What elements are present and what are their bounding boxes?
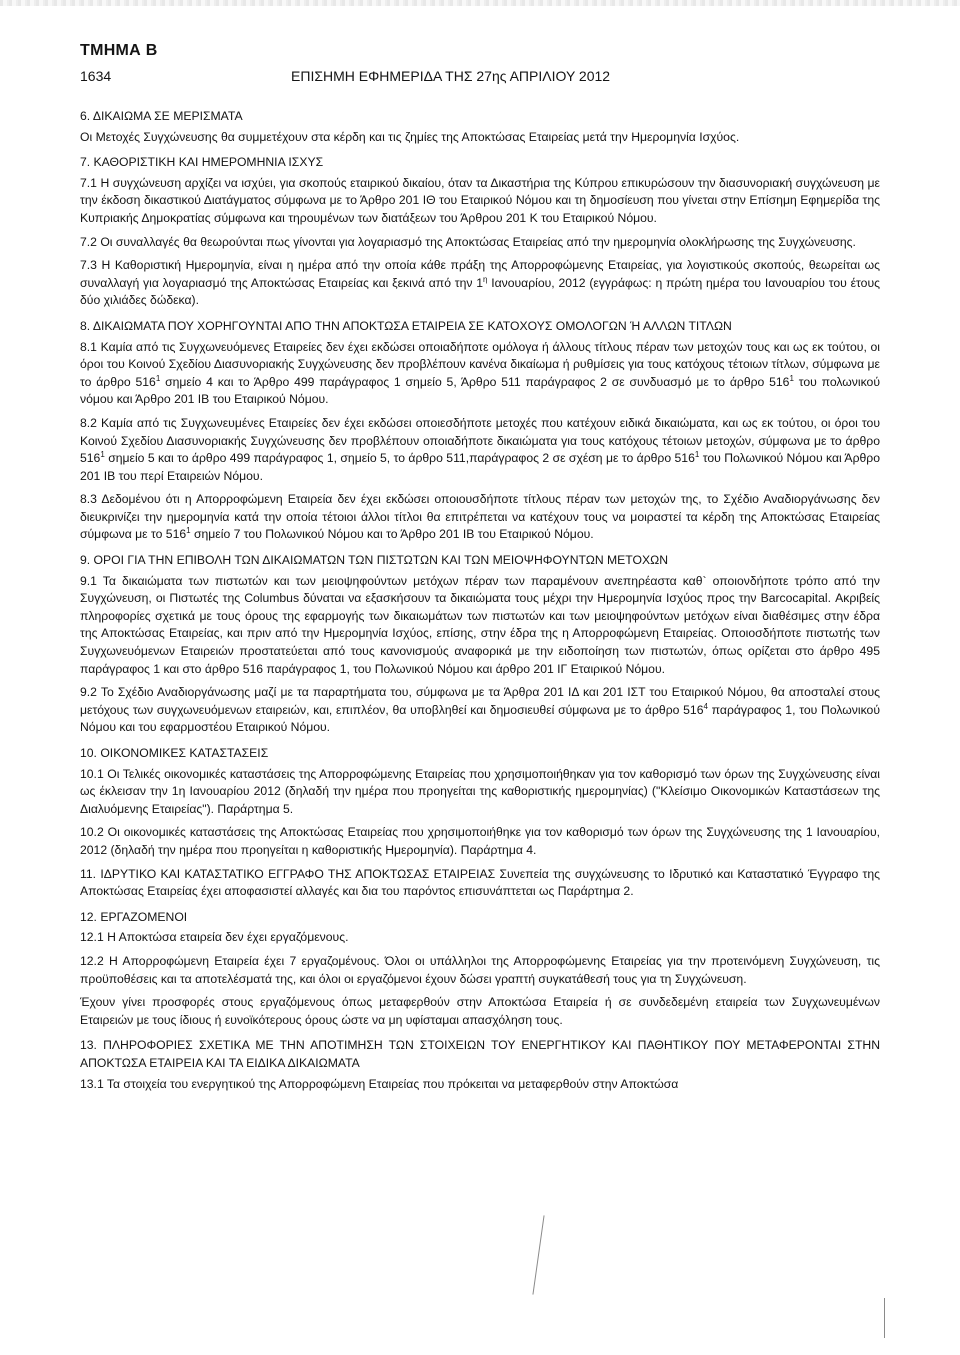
- section-10-2: 10.2 Οι οικονομικές καταστάσεις της Αποκτώσας Εταιρείας που χρησιμοποιήθηκε για τον καθορισμό των όρων της Συγχώνευσης της 1 Ιανουαρίου, 2012 (δηλαδή την ημέρα που προηγείται η καθοριστικής Ημερομηνία). Παράρτημα 4.: [80, 825, 880, 857]
- section-6-text: Οι Μετοχές Συγχώνευσης θα συμμετέχουν στα κέρδη και τις ζημίες της Αποκτώσας Εταιρείας μετά την Ημερομηνία Ισχύος.: [80, 129, 740, 144]
- section-7-1: 7.1 Η συγχώνευση αρχίζει να ισχύει, για σκοπούς εταιρικού δικαίου, όταν τα Δικαστήρια της Κύπρου επικυρώσουν την διασυνοριακή συγχώνευση με την έκδοση δικαστικού Διατάγματος σύμφωνα με το Άρθρο 201 ΙΘ του Εταιρικού Νόμου και τη δημοσίευση που γίνεται στην Επίσημη Εφημερίδα της Κυπριακής Δημοκρατίας σύμφωνα και τηρουμένων των διατάξεων του Άρθρου 201 Κ του Εταιρικού Νόμου.: [80, 175, 880, 225]
- section-12-3: Έχουν γίνει προσφορές στους εργαζόμενους όπως μεταφερθούν στην Αποκτώσα Εταιρεία ή σε συνδεδεμένη εταιρεία των Συγχωνευμένων Εταιρειών με τους ίδιους ή ευνοϊκότερους όρους ώστε να μη υφίσταμαι απασχόληση τους.: [80, 995, 880, 1027]
- section-8-3-text-a: 8.3 Δεδομένου ότι η Απορροφώμενη Εταιρεία δεν έχει εκδώσει οποιουσδήποτε τίτλους πέραν των μετοχών της, το Σχέδιο Αναδιοργάνωσης δεν διευκρινίζει την ημερομηνία κατά την οποία τέτοιοι άλλοι τίτλοι θα επιτρέπεται να κατέχουν τους να μοιραστεί τα κέρδη της Αποκτώσας Εταιρείας σύμφωνα με το 516: [80, 492, 880, 542]
- section-7-2: 7.2 Οι συναλλαγές θα θεωρούνται πως γίνονται για λογαριασμό της Αποκτώσας Εταιρείας από την ημερομηνία ολοκλήρωσης της Συγχώνευσης.: [80, 234, 856, 249]
- section-11: [80, 866, 880, 901]
- section-7-3-text-b: Ιανουαρίου, 2012 (εγγράφως: η πρώτη ημέρα του Ιανουαρίου του έτους δύο χιλιάδες δώδεκα).: [80, 275, 880, 308]
- section-8-heading: 8. ΔΙΚΑΙΩΜΑΤΑ ΠΟΥ ΧΟΡΗΓΟΥΝΤΑΙ ΑΠΟ ΤΗΝ ΑΠΟΚΤΩΣΑ ΕΤΑΙΡΕΙΑ ΣΕ ΚΑΤΟΧΟΥΣ ΟΜΟΛΟΓΩΝ Ή ΑΛΛΩΝ ΤΙΤΛΩΝ: [80, 318, 732, 333]
- gazette-title: ΕΠΙΣΗΜΗ ΕΦΗΜΕΡΙΔΑ ΤΗΣ 27ης ΑΠΡΙΛΙΟΥ 2012: [291, 68, 611, 84]
- superscript: 1: [789, 373, 794, 383]
- section-9-1: 9.1 Τα δικαιώματα των πιστωτών και των μειοψηφούντων μετόχων πέραν των παραμένουν ανεπηρέαστα καθ` οποιονδήποτε τρόπο από την Συγχώνευση, οι Πιστωτές της Columbus δύναται να εξασκήσουν τα δικαιώματα τους μέχρι την Ημερομηνία Ισχύος προς την Barcocapital. Ακριβείς πληροφορίες σχετικά με τους όρους της εφαρμογής των δικαιωμάτων των πιστωτών και των μειοψηφούντων μετόχων είναι διαθέσιμες στην έδρα της Αποκτώσας Εταιρείας, και πριν από την Ημερομηνία Ισχύος, επίσης, στην έδρα της η Απορροφώμενη Εταιρείας. Οποιοσδήποτε πιστωτής των Συγχωνευόμενων Εταιρειών προστατεύεται από τους κανονισμούς αναφορικά με την ειδοποίηση των πιστωτών, όπως ορίζεται στο άρθρο 495 παράγραφος 1 και στο άρθρο 516 παράγραφος 1, του Πολωνικού Νόμου και άρθρο 201 ΙΓ Εταιρικού Νόμου.: [80, 573, 880, 676]
- page-number: 1634: [80, 68, 112, 84]
- scan-mark: [884, 1298, 885, 1338]
- section-8-2-text-a: 8.2 Καμία από τις Συγχωνευμένες Εταιρείες δεν έχει εκδώσει οποιεσδήποτε μετοχές που κατέχουν ειδικά δικαιώματα, και ως εκ τούτου, οι όροι του Κοινού Σχεδίου Διασυνοριακής Συγχώνευσης δεν προβλέπουν οποιαδήποτε δικαιώματα για τους κατόχους τέτοιων μετοχών, σύμφωνα με το άρθρο 516: [80, 415, 880, 466]
- section-7-3: [80, 257, 880, 310]
- superscript: η: [482, 274, 488, 284]
- section-12-2: 12.2 Η Απορροφώμενη Εταιρεία έχει 7 εργαζομένους. Όλοι οι υπάλληλοι της Απορροφώμενης Εταιρείας για την προτεινόμενη Συγχώνευση, τις προϋποθέσεις και τα αποτελέσματά της, και όλοι οι εργαζόμενοι έχουν δώσει γραπτή συγκατάθεσή τους για τη Συγχώνευση.: [80, 953, 880, 986]
- section-6-heading: 6. ΔΙΚΑΙΩΜΑ ΣΕ ΜΕΡΙΣΜΑΤΑ: [80, 109, 243, 123]
- scan-artifact-top: [0, 0, 960, 6]
- section-label: ΤΜΗΜΑ Β: [80, 42, 158, 59]
- superscript: 1: [155, 373, 161, 383]
- section-8-1-text-a: 8.1 Καμία από τις Συγχωνευόμενες Εταιρείες δεν έχει εκδώσει οποιαδήποτε ομόλογα ή άλλους τίτλους πέραν των μετοχών τους και ως εκ τούτου, οι όροι του Κοινού Σχεδίου Διασυνοριακής Συγχώνευσης δεν προβλέπουν κανένα δικαίωμα ή ρυθμίσεις για τους κατόχους τέτοιων τίτλων, σύμφωνα με το άρθρο 516: [80, 339, 880, 389]
- section-8-1-text-b: σημείο 4 και το Άρθρο 499 παράγραφος 1 σημείο 5, Άρθρο 511 παράγραφος 2 σε συνδυασμό με το άρθρο 516: [160, 374, 790, 389]
- section-7-heading: 7. ΚΑΘΟΡΙΣΤΙΚΗ ΚΑΙ ΗΜΕΡΟΜΗΝΙΑ ΙΣΧΥΣ: [80, 155, 324, 170]
- section-8-2-text-b: σημείο 5 και το άρθρο 499 παράγραφος 1, σημείο 5, το άρθρο 511,παράγραφος 2 σε σχέση με το άρθρο 516: [104, 451, 695, 466]
- section-8-2-text-c: του Πολωνικού Νόμου και Άρθρο 201 ΙΒ του περί Εταιρειών Νόμου.: [80, 451, 880, 483]
- section-12-heading: 12. ΕΡΓΑΖΟΜΕΝΟΙ: [80, 909, 188, 924]
- superscript: 1: [100, 450, 105, 460]
- section-10-heading: 10. ΟΙΚΟΝΟΜΙΚΕΣ ΚΑΤΑΣΤΑΣΕΙΣ: [80, 746, 269, 760]
- section-10-1: 10.1 Οι Τελικές οικονομικές καταστάσεις της Απορροφώμενης Εταιρείας που χρησιμοποιήθηκαν για τον καθορισμό των όρων της Συγχώνευσης είναι ως έκλεισαν την 1η Ιανουαρίου 2012 (δηλαδή την ημέρα που προηγείται της καθοριστικής ημερομηνίας) ("Κλείσιμο Οικονομικών Καταστάσεων της Διαλυόμενης Εταιρείας"). Παράρτημα 5.: [80, 766, 880, 816]
- section-8-2: [80, 415, 880, 485]
- section-9-2: [80, 684, 880, 737]
- section-8-3: [80, 491, 880, 544]
- document-body: [80, 100, 880, 1099]
- section-13-heading: 13. ΠΛΗΡΟΦΟΡΙΕΣ ΣΧΕΤΙΚΑ ΜΕ ΤΗΝ ΑΠΟΤΙΜΗΣΗ ΤΩΝ ΣΤΟΙΧΕΙΩΝ ΤΟΥ ΕΝΕΡΓΗΤΙΚΟΥ ΚΑΙ ΠΑΘΗΤΙΚΟΥ ΠΟΥ ΜΕΤΑΦΕΡΟΝΤΑΙ ΣΤΗΝ ΑΠΟΚΤΩΣΑ ΕΤΑΙΡΕΙΑ ΚΑΙ ΤΑ ΕΙΔΙΚΑ ΔΙΚΑΙΩΜΑΤΑ: [80, 1038, 880, 1070]
- section-8-1-text-c: του πολωνικού νόμου και Άρθρο 201 ΙΒ του Εταιρικού Νόμου.: [80, 374, 880, 407]
- section-9-2-text-a: 9.2 Το Σχέδιο Αναδιοργάνωσης μαζί με τα παραρτήματα του, σύμφωνα με τα Άρθρα 201 ΙΔ και 201 ΙΣΤ του Εταιρικού Νόμου, θα αποσταλεί στους μετόχους των συγχωνευόμενων εταιρειών, και, επιπλέον, θα υποβληθεί και δημοσιευθεί σύμφωνα με το άρθρο 516: [80, 685, 880, 717]
- section-11-text: Συνεπεία της συγχώνευσης το Ιδρυτικό και Καταστατικό Έγγραφο της Αποκτώσας Εταιρείας έχει αποφασιστεί αλλαγές και δια του παρόντος επισυνάπτεται ως Παράρτημα 2.: [80, 866, 880, 899]
- section-11-heading: 11. ΙΔΡΥΤΙΚΟ ΚΑΙ ΚΑΤΑΣΤΑΤΙΚΟ ΕΓΓΡΑΦΟ ΤΗΣ ΑΠΟΚΤΩΣΑΣ ΕΤΑΙΡΕΙΑΣ: [80, 866, 496, 881]
- section-9-2-text-b: παράγραφος 1, του Πολωνικού Νόμου και του εφαρμοστέου Εταιρικού Νόμου.: [80, 702, 880, 735]
- section-7-3-text-a: 7.3 Η Καθοριστική Ημερομηνία, είναι η ημέρα από την οποία κάθε πράξη της Απορροφώμενης Εταιρείας, για λογιστικούς σκοπούς, θεωρείται ως συναλλαγή για λογαριασμό της Αποκτώσας Εταιρείας και ξεκινά από την 1: [80, 258, 880, 290]
- section-13-1: 13.1 Τα στοιχεία του ενεργητικού της Απορροφώμενη Εταιρείας που πρόκειται να μεταφερθούν στην Αποκτώσα: [80, 1076, 679, 1091]
- section-8-3-text-b: σημείο 7 του Πολωνικού Νόμου και το Άρθρο 201 ΙΒ του Εταιρικού Νόμου.: [190, 527, 594, 542]
- section-9-heading: 9. ΟΡΟΙ ΓΙΑ ΤΗΝ ΕΠΙΒΟΛΗ ΤΩΝ ΔΙΚΑΙΩΜΑΤΩΝ ΤΩΝ ΠΙΣΤΩΤΩΝ ΚΑΙ ΤΩΝ ΜΕΙΟΨΗΦΟΥΝΤΩΝ ΜΕΤΟΧΩΝ: [80, 553, 669, 568]
- superscript: 4: [703, 701, 708, 711]
- superscript: 1: [694, 450, 700, 460]
- section-8-1: [80, 339, 880, 409]
- section-12-1: 12.1 Η Αποκτώσα εταιρεία δεν έχει εργαζόμενους.: [80, 930, 349, 945]
- superscript: 1: [186, 526, 191, 536]
- scan-mark: [532, 1215, 544, 1294]
